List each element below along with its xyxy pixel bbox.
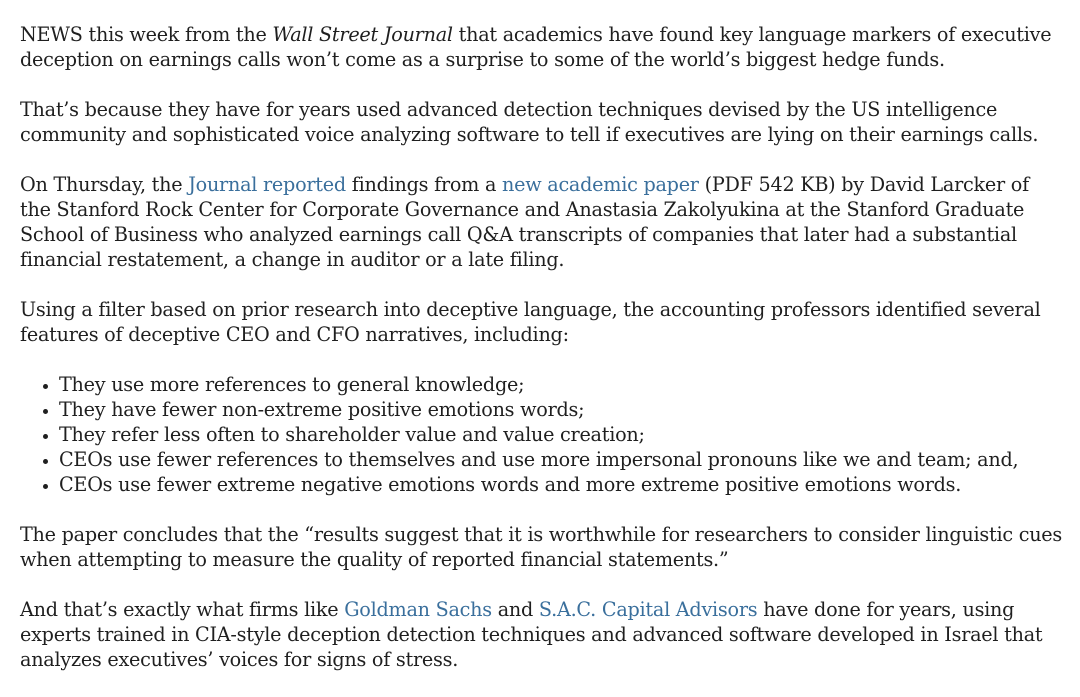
firms-text-middle: and: [491, 598, 539, 621]
deception-features-list: [20, 372, 1065, 497]
firms-text-start: And that’s exactly what firms like: [20, 598, 345, 621]
list-item: • They have fewer non-extreme positive emotions words;: [59, 397, 1065, 422]
intro-text-end: that academics have found key language markers of executive deception on earnings calls won’t come as a surprise to some of the world’s biggest hedge funds.: [20, 23, 1052, 71]
findings-text-start: On Thursday, the: [20, 173, 189, 196]
intro-text-start: NEWS this week from the: [20, 23, 273, 46]
sac-capital-link[interactable]: S.A.C. Capital Advisors: [538, 598, 758, 621]
list-item: • They use more references to general knowledge;: [59, 372, 1065, 397]
list-item: • CEOs use fewer references to themselves and use more impersonal pronouns like we and team; and,: [59, 447, 1065, 472]
paragraph-detection: That’s because they have for years used advanced detection techniques devised by the US intelligence community and sophisticated voice analyzing software to tell if executives are lying on their earnings calls.: [20, 98, 1039, 146]
paragraph-conclusion: The paper concludes that the “results suggest that it is worthwhile for researchers to consider linguistic cues when attempting to measure the quality of reported financial statements.”: [20, 523, 1062, 571]
article-body: [20, 22, 1065, 697]
goldman-sachs-link[interactable]: Goldman Sachs: [344, 598, 492, 621]
paragraph-intro: [20, 22, 1065, 72]
firms-text-end: have done for years, using experts trained in CIA-style deception detection techniques and advanced software developed in Israel that analyzes executives’ voices for signs of stress.: [20, 598, 1043, 671]
publication-name: Wall Street Journal: [272, 23, 453, 46]
findings-text-end: (PDF 542 KB) by David Larcker of the Stanford Rock Center for Corporate Governance and Anastasia Zakolyukina at the Stanford Graduate School of Business who analyzed earnings call Q&A transcripts of companies that later had a substantial financial restatement, a change in auditor or a late filing.: [20, 173, 1029, 271]
paragraph-findings: [20, 172, 1065, 272]
academic-paper-link[interactable]: new academic paper: [502, 173, 699, 196]
findings-text-middle: findings from a: [345, 173, 503, 196]
list-item: • They refer less often to shareholder value and value creation;: [59, 422, 1065, 447]
journal-reported-link[interactable]: Journal reported: [188, 173, 346, 196]
paragraph-filter: Using a filter based on prior research into deceptive language, the accounting professors identified several features of deceptive CEO and CFO narratives, including:: [20, 298, 1041, 346]
paragraph-firms: [20, 597, 1065, 672]
list-item: • CEOs use fewer extreme negative emotions words and more extreme positive emotions words.: [59, 472, 1065, 497]
